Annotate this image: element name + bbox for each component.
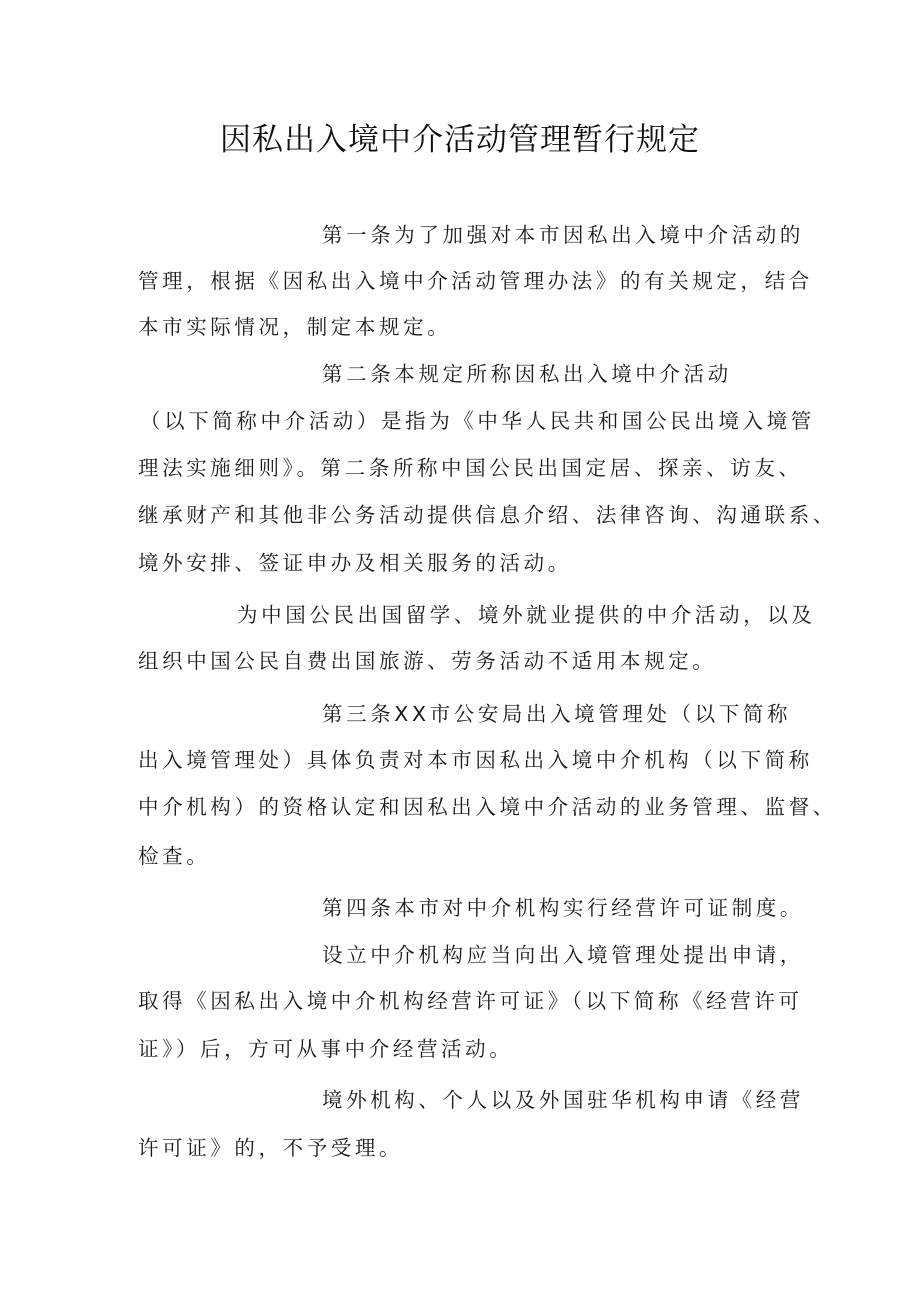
text-line: 检查。 xyxy=(138,844,211,868)
text-line: 第三条XX市公安局出入境管理处（以下简称 xyxy=(322,702,792,726)
text-line: 理法实施细则》。第二条所称中国公民出国定居、探亲、访友、 xyxy=(138,456,803,480)
text-line: 第一条为了加强对本市因私出入境中介活动的 xyxy=(322,223,804,247)
text-line: 境外安排、签证申办及相关服务的活动。 xyxy=(138,551,572,575)
text-line: 第二条本规定所称因私出入境中介活动 xyxy=(322,362,732,386)
text-line: 中介机构）的资格认定和因私出入境中介活动的业务管理、监督、 xyxy=(138,795,837,819)
text-line: 境外机构、个人以及外国驻华机构申请《经营 xyxy=(322,1088,804,1112)
text-line: 许可证》的，不予受理。 xyxy=(138,1136,404,1160)
text-line: （以下简称中介活动）是指为《中华人民共和国公民出境入境管 xyxy=(140,409,815,433)
text-line: 设立中介机构应当向出入境管理处提出申请， xyxy=(322,943,804,967)
text-line: 第四条本市对中介机构实行经营许可证制度。 xyxy=(322,896,804,920)
text-line: 取得《因私出入境中介机构经营许可证》（以下简称《经营许可 xyxy=(138,989,803,1013)
text-line: 证》）后，方可从事中介经营活动。 xyxy=(138,1037,514,1061)
text-line: 为中国公民出国留学、境外就业提供的中介活动，以及 xyxy=(237,603,816,627)
text-line: 出入境管理处）具体负责对本市因私出入境中介机构（以下简称 xyxy=(138,748,813,772)
document-title: 因私出入境中介活动管理暂行规定 xyxy=(220,122,700,158)
text-line: 继承财产和其他非公务活动提供信息介绍、法律咨询、沟通联系、 xyxy=(138,503,837,527)
text-line: 组织中国公民自费出国旅游、劳务活动不适用本规定。 xyxy=(138,649,717,673)
text-line: 管理，根据《因私出入境中介活动管理办法》的有关规定，结合 xyxy=(138,269,813,293)
text-line: 本市实际情况，制定本规定。 xyxy=(138,315,452,339)
